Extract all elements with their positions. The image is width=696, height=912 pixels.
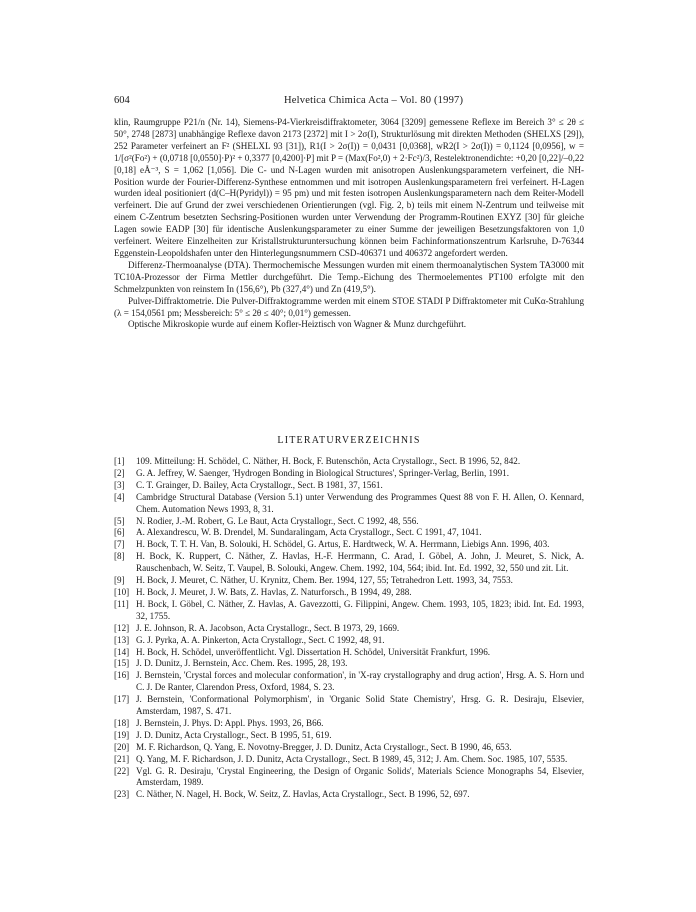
reference-number: [16] (114, 670, 130, 681)
reference-number: [15] (114, 658, 130, 669)
optical-microscopy-paragraph: Optische Mikroskopie wurde auf einem Kofler-Heiztisch von Wagner & Munz durchgeführt. (128, 319, 467, 330)
reference-text: H. Bock, K. Ruppert, C. Näther, Z. Havlas, H.-F. Herrmann, C. Arad, I. Göbel, A. John, J. Meuret, S. Nick, A. Rauschenbach, W. Seitz, T. Vaupel, B. Solouki, Angew. Chem. 1992, 104, 564; ibid. Int. Ed. 1992, 32, 550 und zit. Lit. (136, 551, 584, 574)
references-heading: LITERATURVERZEICHNIS (277, 435, 421, 446)
reference-text: J. Bernstein, J. Phys. D: Appl. Phys. 1993, 26, B66. (136, 717, 324, 728)
reference-item (114, 694, 584, 718)
running-title: Helvetica Chimica Acta – Vol. 80 (1997) (284, 95, 464, 106)
reference-text: N. Rodier, J.-M. Robert, G. Le Baut, Acta Crystallogr., Sect. C 1992, 48, 556. (136, 515, 419, 526)
reference-item (114, 647, 584, 659)
reference-number: [8] (114, 551, 125, 562)
reference-number: [14] (114, 646, 130, 657)
reference-text: J. D. Dunitz, J. Bernstein, Acc. Chem. Res. 1995, 28, 193. (136, 658, 348, 669)
reference-item (114, 789, 584, 801)
page-header (114, 94, 582, 108)
reference-text: H. Bock, H. Schödel, unveröffentlicht. Vgl. Dissertation H. Schödel, Universität Frankfurt, 1996. (136, 646, 491, 657)
powder-diffraction-paragraph: Pulver-Diffraktometrie. Die Pulver-Diffraktogramme werden mit einem STOE STADI P Diffraktometer mit CuKα-Strahlung (λ = 154,0561 pm; Messbereich: 5° ≤ 2θ ≤ 40°; 0,01°) gemessen. (114, 295, 584, 318)
reference-item (114, 456, 584, 468)
reference-item (114, 718, 584, 730)
reference-text: H. Bock, J. Meuret, J. W. Bats, Z. Havlas, Z. Naturforsch., B 1994, 49, 288. (136, 586, 412, 597)
reference-item (114, 551, 584, 575)
reference-text: C. Näther, N. Nagel, H. Bock, W. Seitz, Z. Havlas, Acta Crystallogr., Sect. B 1996, 52, 697. (136, 789, 470, 800)
reference-text: Vgl. G. R. Desiraju, 'Crystal Engineering, the Design of Organic Solids', Materials Science Monographs 54, Elsevier, Amsterdam, 1989. (136, 765, 584, 788)
reference-item (114, 599, 584, 623)
reference-number: [7] (114, 539, 125, 550)
dta-paragraph: Differenz-Thermoanalyse (DTA). Thermochemische Messungen wurden mit einem thermoanalytischen System TA3000 mit TC10A-Prozessor der Firma Mettler durchgeführt. Die Temp.-Eichung des Thermoelementes PT100 erfolgte mit den Schmelzpunkten von reinstem In (156,6°), Pb (327,4°) und Zn (419,5°). (114, 259, 584, 294)
reference-text: G. A. Jeffrey, W. Saenger, 'Hydrogen Bonding in Biological Structures', Springer-Verlag, Berlin, 1991. (136, 467, 509, 478)
reference-number: [13] (114, 634, 130, 645)
reference-text: H. Bock, I. Göbel, C. Näther, Z. Havlas, A. Gavezzotti, G. Filippini, Angew. Chem. 1993, 105, 1823; ibid. Int. Ed. 1993, 32, 1755. (136, 598, 584, 621)
reference-text: 109. Mitteilung: H. Schödel, C. Näther, H. Bock, F. Butenschön, Acta Crystallogr., Sect. B 1996, 52, 842. (136, 456, 521, 466)
reference-text: H. Bock, J. Meuret, C. Näther, U. Krynitz, Chem. Ber. 1994, 127, 55; Tetrahedron Lett. 1993, 34, 7553. (136, 575, 513, 586)
reference-text: Q. Yang, M. F. Richardson, J. D. Dunitz, Acta Crystallogr., Sect. B 1989, 45, 312; J. Am. Chem. Soc. 1985, 107, 5535. (136, 753, 568, 764)
reference-item (114, 539, 584, 551)
reference-text: Cambridge Structural Database (Version 5.1) unter Verwendung des Programmes Quest 88 von F. H. Allen, O. Kennard, Chem. Automation News 1993, 8, 31. (136, 491, 584, 514)
reference-number: [1] (114, 456, 125, 466)
reference-item (114, 658, 584, 670)
reference-text: C. T. Grainger, D. Bailey, Acta Crystallogr., Sect. B 1981, 37, 1561. (136, 479, 383, 490)
reference-text: J. Bernstein, 'Conformational Polymorphism', in 'Organic Solid State Chemistry', Hrsg. G. R. Desiraju, Elsevier, Amsterdam, 1987, S. 471. (136, 694, 584, 717)
reference-item (114, 468, 584, 480)
reference-number: [4] (114, 491, 125, 502)
reference-number: [17] (114, 694, 130, 705)
reference-number: [5] (114, 515, 125, 526)
reference-item (114, 635, 584, 647)
reference-text: A. Alexandrescu, W. B. Drendel, M. Sundaralingam, Acta Crystallogr., Sect. C 1991, 47, 1041. (136, 527, 482, 538)
crystal-structure-paragraph: klin, Raumgruppe P21/n (Nr. 14), Siemens-P4-Vierkreisdiffraktometer, 3064 [3209] gemessene Reflexe im Bereich 3° ≤ 2θ ≤ 50°, 2748 [2873] unabhängige Reflexe davon 2173 [2372] mit I > 2σ(I), Strukturlösung mit direkten Methoden (SHELXS [29]), 252 Parameter verfeinert an F² (SHELXL 93 [31]), R1(I > 2σ(I)) = 0,0431 [0,0368], wR2(I > 2σ(I)) = 0,1124 [0,0956], w = 1/[σ²(Fo²) + (0,0718 [0,0550]·P)² + 0,3377 [0,4200]·P] mit P = (Max(Fo²,0) + 2·Fc²)/3, Restelektronendichte: +0,20 [0,22]/–0,22 [0,18] eÅ⁻³, S = 1,062 [1,056]. Die C- und N-Lagen wurden mit anisotropen Auslenkungsparametern verfeinert, die NH-Position wurde der Fourier-Differenz-Synthese entnommen und mit isotropen Auslenkungsparametern frei verfeinert. H-Lagen wurden ideal positioniert (d(C–H(Pyridyl)) = 95 pm) und mit festen isotropen Auslenkungsparametern nach dem Reiter-Modell verfeinert. Die auf Grund der zwei verschiedenen Orientierungen (vgl. Fig. 2, b) teils mit einem N-Zentrum und teilweise mit einem C-Zentrum besetzten Sechsring-Positionen wurden unter Verwendung der Programm-Routinen EXYZ [30] für gleiche Lagen sowie EADP [30] für identische Auslenkungsparameter zu einer Summe der jeweiligen Besetzungsfaktoren von 1,0 verfeinert. Weitere Einzelheiten zur Kristallstrukturuntersuchung können beim Fachinformationszentrum Karlsruhe, D-76344 Eggenstein-Leopoldshafen unter den Hinterlegungsnummern CSD-406371 und 406372 angefordert werden. (114, 117, 584, 258)
reference-item (114, 766, 584, 790)
reference-item (114, 742, 584, 754)
reference-number: [3] (114, 479, 125, 490)
reference-item (114, 480, 584, 492)
reference-number: [22] (114, 765, 130, 776)
reference-number: [6] (114, 527, 125, 538)
reference-text: G. J. Pyrka, A. A. Pinkerton, Acta Crystallogr., Sect. C 1992, 48, 91. (136, 634, 385, 645)
experimental-section (114, 117, 584, 331)
reference-text: M. F. Richardson, Q. Yang, E. Novotny-Bregger, J. D. Dunitz, Acta Crystallogr., Sect. B 1990, 46, 653. (136, 741, 512, 752)
reference-number: [2] (114, 467, 125, 478)
reference-list (114, 456, 584, 801)
reference-number: [12] (114, 622, 130, 633)
reference-text: J. E. Johnson, R. A. Jacobson, Acta Crystallogr., Sect. B 1973, 29, 1669. (136, 622, 400, 633)
reference-item (114, 492, 584, 516)
reference-text: J. D. Dunitz, Acta Crystallogr., Sect. B 1995, 51, 619. (136, 729, 332, 740)
reference-number: [19] (114, 729, 130, 740)
reference-number: [10] (114, 586, 130, 597)
reference-number: [23] (114, 789, 130, 800)
reference-item (114, 575, 584, 587)
reference-item (114, 527, 584, 539)
page-number: 604 (114, 95, 130, 106)
reference-item (114, 670, 584, 694)
reference-text: J. Bernstein, 'Crystal forces and molecular conformation', in 'X-ray crystallography and drug action', Hrsg. A. S. Horn und C. J. De Ranter, Clarendon Press, Oxford, 1984, S. 23. (136, 670, 584, 693)
reference-item (114, 754, 584, 766)
reference-item (114, 587, 584, 599)
reference-item (114, 623, 584, 635)
reference-item (114, 516, 584, 528)
reference-number: [20] (114, 741, 130, 752)
reference-text: H. Bock, T. T. H. Van, B. Solouki, H. Schödel, G. Artus, E. Hardtweck, W. A. Herrmann, Liebigs Ann. 1996, 403. (136, 539, 550, 550)
reference-number: [9] (114, 575, 125, 586)
reference-number: [11] (114, 598, 129, 609)
reference-number: [21] (114, 753, 130, 764)
reference-number: [18] (114, 717, 130, 728)
reference-item (114, 730, 584, 742)
